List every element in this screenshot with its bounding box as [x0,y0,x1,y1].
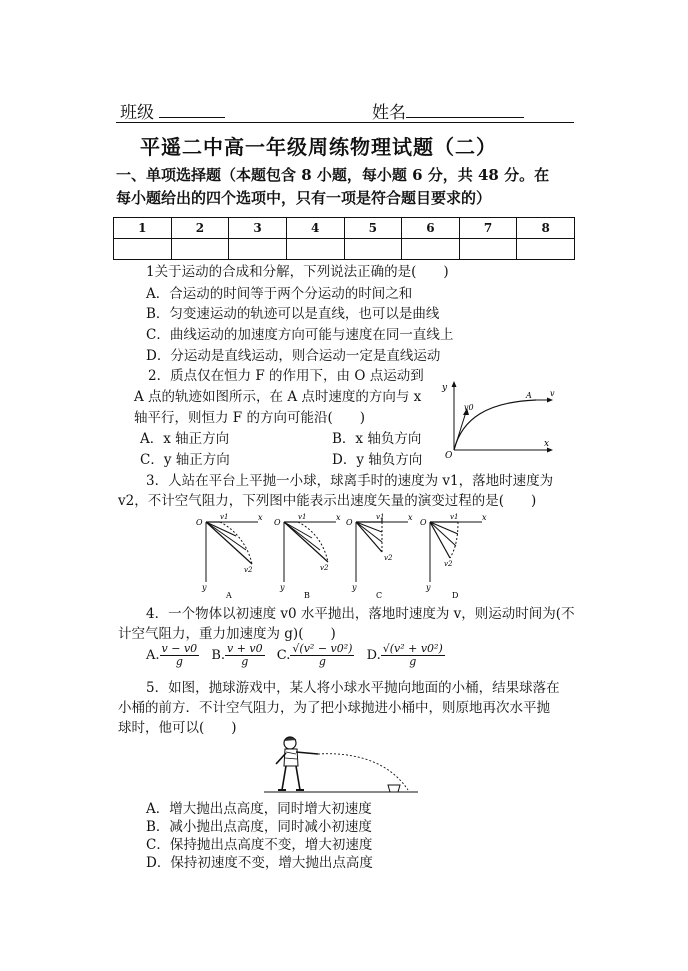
q2-x-label: x [544,439,550,449]
q3-panel-d [420,513,487,600]
q4-option-d-numerator: √(v² + v0²) [382,642,443,655]
q3-d-v2: v2 [444,560,453,568]
q2-line1: 2．质点仅在恒力 F 的作用下，由 O 点运动到 [148,368,424,384]
q5-option-b: B．减小抛出点高度，同时减小初速度 [146,819,372,835]
q3-a-origin: O [196,518,203,527]
q4-option-a-numerator: v − v0 [161,642,198,655]
q3-d-x: x [482,513,487,522]
v0-vector [454,412,466,450]
q2-option-d: D．y 轴负方向 [332,452,423,468]
q2-option-a: A．x 轴正方向 [140,431,230,447]
answer-cell[interactable] [229,239,287,260]
q4-option-b-fraction [225,643,265,668]
q3-a-y: y [202,583,207,592]
answer-cell[interactable] [517,239,575,260]
class-blank[interactable] [159,103,225,118]
answer-number: 7 [459,218,517,239]
q3-d-v1: v1 [450,513,459,521]
q5-throw-figure [262,732,422,798]
q5-line2: 小桶的前方．不计空气阻力，为了把小球抛进小桶中，则原地再次水平抛 [118,700,550,716]
answer-cell[interactable] [402,239,460,260]
bucket-icon [388,785,400,792]
q4-option-b-numerator: v + v0 [227,642,263,655]
answer-number: 1 [114,218,172,239]
q4-option-c-fraction [290,643,354,668]
q3-b-x: x [336,513,341,522]
q3-label-b: B [304,591,310,600]
q5-line1: 5．如图，抛球游戏中，某人将小球水平抛向地面的小桶，结果球落在 [146,680,560,696]
q4-option-b-label: B. [211,648,225,663]
q2-line2: A 点的轨迹如图所示，在 A 点时速度的方向与 x [134,389,422,405]
q1-option-a: A．合运动的时间等于两个分运动的时间之和 [146,286,413,302]
q3-a-v1: v1 [220,513,229,521]
q3-d-origin: O [420,518,427,527]
answer-number: 3 [229,218,287,239]
q3-panel-c [346,513,413,600]
q4-option-d-fraction [381,643,445,668]
q1-stem: 1关于运动的合成和分解，下列说法正确的是( ) [146,264,449,280]
q4-option-c-label: C. [276,648,291,663]
q5-option-a: A．增大抛出点高度，同时增大初速度 [146,801,372,817]
q3-label-d: D [452,591,459,600]
answer-cell[interactable] [114,239,172,260]
name-blank[interactable] [406,103,524,118]
q4-option-d-denominator: g [409,655,417,668]
q3-label-a: A [226,591,232,600]
q2-line3: 轴平行，则恒力 F 的方向可能沿( ) [134,410,365,426]
q4-option-d-label: D. [366,648,381,663]
section-heading-line1: 一、单项选择题（本题包含 8 小题，每小题 6 分，共 48 分。在 [116,166,550,184]
q4-option-a-fraction [160,643,200,668]
q2-v-label: v [550,389,555,398]
q3-b-v1: v1 [298,513,307,521]
answer-number: 4 [286,218,344,239]
header-rule [116,122,574,123]
name-label: 姓名 [372,103,406,123]
q4-option-b-denominator: g [241,655,249,668]
q4-option-a-label: A. [146,648,160,663]
section-heading-line2: 每小题给出的四个选项中，只有一项是符合题目要求的） [116,189,492,207]
answer-table-blank-row [114,239,575,260]
y-axis-arrow-icon [452,381,457,387]
answer-number: 2 [171,218,229,239]
person-illustration [276,737,318,790]
v-arrow-icon [547,398,553,403]
answer-number: 5 [344,218,402,239]
q2-a-label: A [526,391,532,400]
q4-option-a [146,642,203,668]
answer-table [113,217,575,260]
name-field [372,98,524,123]
q4-options [146,643,445,668]
q3-c-x: x [408,513,413,522]
q3-b-origin: O [274,518,281,527]
q4-option-d [366,642,445,668]
q3-line1: 3．人站在平台上平抛一小球，球离手时的速度为 v1，落地时速度为 [146,473,554,489]
q5-option-d: D．保持初速度不变，增大抛出点高度 [146,855,373,871]
q4-option-c-denominator: g [318,655,326,668]
q3-a-x: x [258,513,263,522]
q3-label-c: C [376,591,383,600]
q2-v0-label: v0 [464,403,474,412]
q3-c-v1: v1 [376,513,385,521]
q2-y-label: y [442,383,448,393]
q4-option-c [276,642,359,668]
answer-table-header-row [114,218,575,239]
q5-line3: 球时，他可以( ) [118,720,237,736]
q4-option-a-denominator: g [175,655,183,668]
q3-panel-b [274,513,341,600]
q3-a-v2: v2 [244,566,253,574]
q3-d-y: y [426,583,431,592]
q2-trajectory-figure [440,378,560,461]
answer-number: 8 [517,218,575,239]
q4-option-c-numerator: √(v² − v0²) [292,642,353,655]
class-label: 班级 [120,103,154,123]
q2-option-c: C．y 轴正方向 [140,452,230,468]
answer-cell[interactable] [344,239,402,260]
answer-cell[interactable] [459,239,517,260]
throwing-arm [296,752,318,754]
q4-line1: 4．一个物体以初速度 v0 水平抛出，落地时速度为 v，则运动时间为(不 [146,606,575,622]
answer-cell[interactable] [171,239,229,260]
answer-cell[interactable] [286,239,344,260]
q3-line2: v2，不计空气阻力，下列图中能表示出速度矢量的演变过程的是( ) [118,493,537,509]
q4-line2: 计空气阻力，重力加速度为 g)( ) [118,626,336,642]
q3-c-y: y [352,583,357,592]
exam-title: 平遥二中高一年级周练物理试题（二） [140,135,497,159]
q4-option-b [211,642,268,668]
class-field [120,98,225,123]
answer-number: 6 [402,218,460,239]
q5-option-c: C．保持抛出点高度不变，增大初速度 [146,837,373,853]
q3-panel-a [196,513,263,600]
q3-c-v2: v2 [384,554,393,562]
q3-c-origin: O [346,518,353,527]
q3-vector-figures [196,512,486,604]
q2-option-b: B．x 轴负方向 [332,431,422,447]
q1-option-b: B．匀变速运动的轨迹可以是直线，也可以是曲线 [146,306,440,322]
q1-option-c: C．曲线运动的加速度方向可能与速度在同一直线上 [146,327,454,343]
q3-b-y: y [280,583,285,592]
q2-origin-label: O [445,451,453,461]
q1-option-d: D．分运动是直线运动，则合运动一定是直线运动 [146,348,441,364]
q3-b-v2: v2 [320,564,329,572]
